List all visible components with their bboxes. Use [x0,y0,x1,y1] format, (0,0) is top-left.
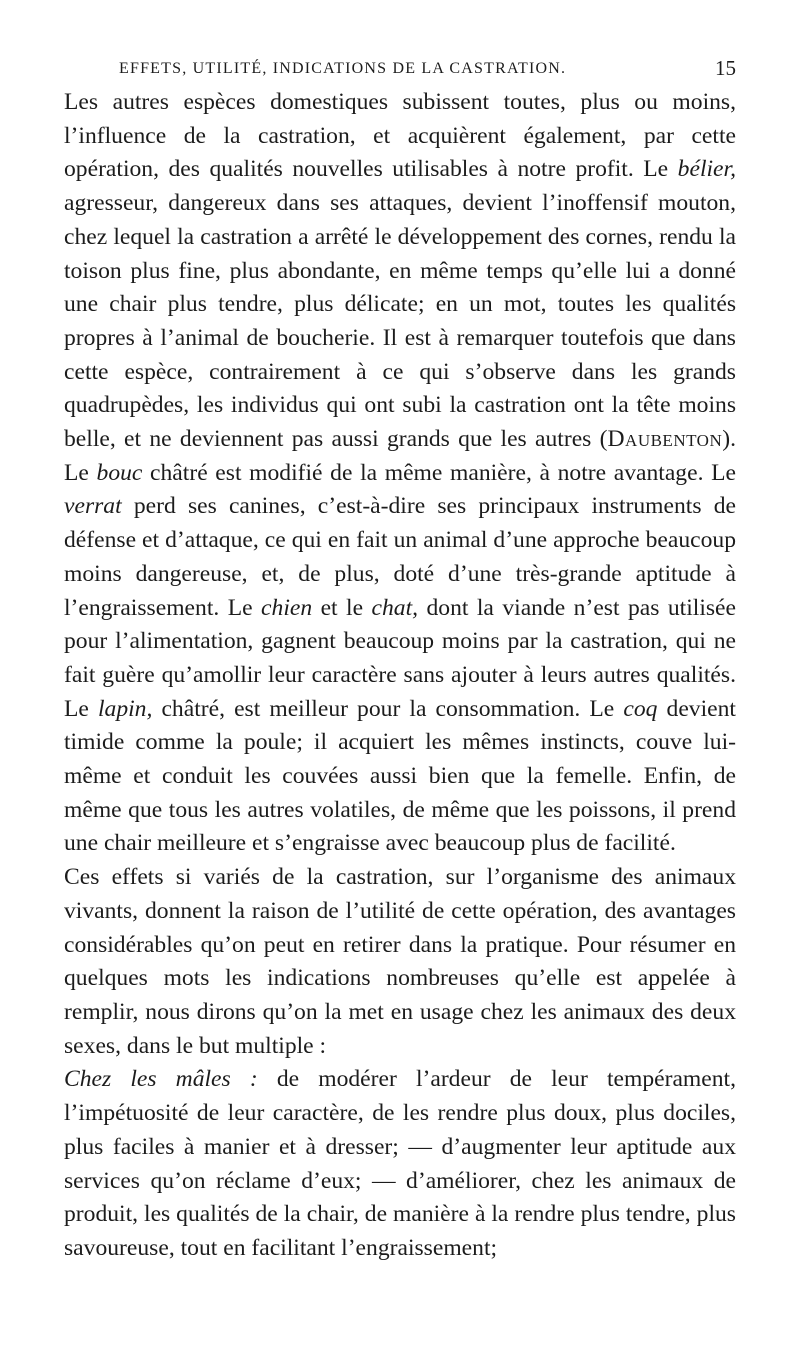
text-run: de modérer l’ardeur de leur tempérament, l’impétuosité de leur caractère, de les rendre plus doux, plus dociles, plus faciles à manier et à dresser; — d’augmenter leur aptitude aux services qu’on réclame d’eux; — d’améliorer, chez les animaux de produit, les qualités de la chair, de manière à la rendre plus tendre, plus savoureuse, tout en facilitant l’engraissement; [64,1066,736,1261]
text-run: châtré, est meilleur pour la consommation. Le [152,695,624,722]
running-title: EFFETS, UTILITÉ, INDICATIONS DE LA CASTRATION. [119,60,567,77]
paragraph [64,86,736,861]
paragraph [64,861,736,1063]
italic-term: verrat [64,493,122,520]
italic-term: coq [623,695,658,722]
text-run: agresseur, dangereux dans ses attaques, devient l’inoffensif mouton, chez lequel la castration a arrêté le développement des cornes, rendu la toison plus fine, plus abondante, en même temps qu’elle lui a donné une chair plus tendre, plus délicate; en un mot, toutes les qualités propres à l’animal de boucherie. Il est à remarquer toutefois que dans cette espèce, contrairement à ce qui s’observe dans les grands quadrupèdes, les individus qui ont subi la castration ont la tête moins belle, et ne deviennent pas aussi grands que les autres ( [64,190,736,453]
text-run: dont la viande n’est pas utilisée pour l’alimentation, gagnent beaucoup moins par la castration, qui ne fait guère qu’amollir leur caractère sans ajouter à leurs autres qualités. Le [64,594,737,722]
italic-term: bélier, [677,156,736,183]
italic-term: chien [261,594,313,621]
text-run: ). Le [64,426,736,486]
text-run: et le [312,594,372,621]
text-run: devient timide comme la poule; il acquiert les mêmes instincts, couve lui-même et conduit les couvées aussi bien que la femelle. Enfin, de même que tous les autres volatiles, de même que les poissons, il prend une chair meilleure et s’engraisse avec beaucoup plus de facilité. [64,695,736,857]
paragraph [64,1063,736,1265]
text-run: Ces effets si variés de la castration, sur l’organisme des animaux vivants, donnent la raison de l’utilité de cette opération, des avantages considérables qu’on peut en retirer dans la pratique. Pour résumer en quelques mots les indications nombreuses qu’elle est appelée à remplir, nous dirons qu’on la met en usage chez les animaux des deux sexes, dans le but multiple : [64,864,736,1059]
body-text [64,86,736,1266]
page-number: 15 [715,56,736,80]
text-run: Les autres espèces domestiques subissent toutes, plus ou moins, l’influence de la castration, et acquièrent également, par cette opération, des qualités nouvelles utilisables à notre profit. Le [64,89,736,183]
author-name: Daubenton [607,426,723,453]
text-run: châtré est modifié de la même manière, à notre avantage. Le [142,459,736,486]
italic-term: chat, [371,594,419,621]
italic-term: Chez les mâles : [64,1066,258,1093]
text-run: perd ses canines, c’est-à-dire ses principaux instruments de défense et d’attaque, ce qui en fait un animal d’une approche beaucoup moins dangereuse, et, de plus, doté d’une très-grande aptitude à l’engraissement. Le [64,493,736,621]
italic-term: lapin, [97,695,153,722]
running-head [64,56,736,86]
italic-term: bouc [96,459,143,486]
